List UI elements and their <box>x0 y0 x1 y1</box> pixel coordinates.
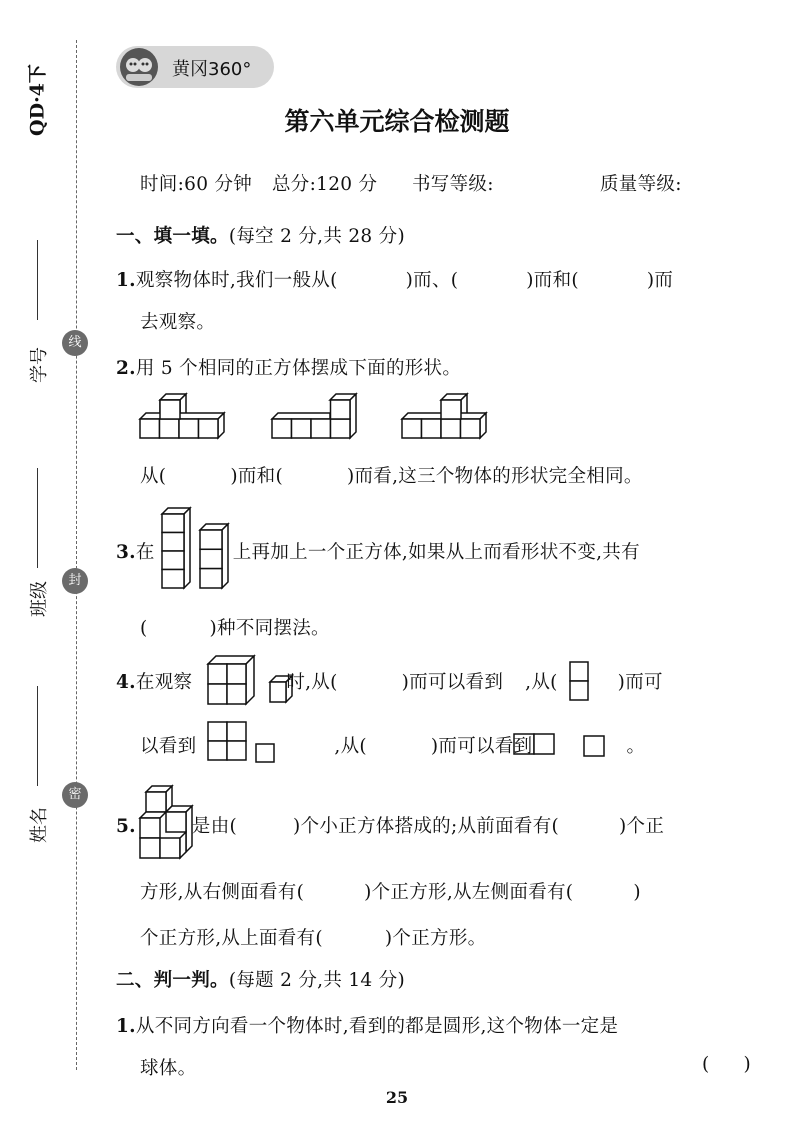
q4-text-b: 时,从( <box>286 672 338 693</box>
student-id-label: 学号 <box>29 347 50 383</box>
section2-heading <box>116 966 405 992</box>
s2-q1-answer-box <box>702 1054 751 1075</box>
info-quality: 质量等级: <box>600 174 682 195</box>
q2-figure-1 <box>138 394 228 444</box>
info-writing: 书写等级: <box>412 174 494 195</box>
q4-text-h: )而可以看到 <box>430 736 533 757</box>
section2-note: (每题 2 分,共 14 分) <box>228 970 405 991</box>
q5-text-f: ) <box>633 882 641 903</box>
s2-q1-line1 <box>116 1012 618 1038</box>
q5-text-a: 是由( <box>191 816 238 837</box>
q3-text-b: 上再加上一个正方体,如果从上而看形状不变,共有 <box>232 542 640 563</box>
q3-text-c: ( <box>140 618 148 639</box>
q2-figure-3 <box>400 394 490 444</box>
binding-dashed-line <box>76 40 77 1070</box>
seal-seal: 封 <box>62 568 88 594</box>
q5-text-h: )个正方形。 <box>384 928 487 949</box>
q4-text-i: 。 <box>626 736 646 757</box>
q2-number: 2. <box>116 358 136 379</box>
q2-text-c: )而和( <box>230 466 283 487</box>
q2-line1 <box>116 354 461 380</box>
q1-text-c: )而和( <box>526 270 579 291</box>
section1-title: 一、填一填。 <box>116 226 229 247</box>
q1-text-b: )而、( <box>405 270 459 291</box>
brand-logo-icon <box>120 48 158 86</box>
q2-text-d: )而看,这三个物体的形状完全相同。 <box>346 466 643 487</box>
seal-line: 线 <box>62 330 88 356</box>
class-underline <box>37 468 38 568</box>
q4-line1 <box>116 668 663 694</box>
q3-number: 3. <box>116 542 136 563</box>
page-title: 第六单元综合检测题 <box>284 107 510 136</box>
q2-text-a: 用 5 个相同的正方体摆成下面的形状。 <box>135 358 462 379</box>
name-label: 姓名 <box>29 807 50 843</box>
s2-q1-number: 1. <box>116 1016 136 1037</box>
q3-text-d: )种不同摆法。 <box>209 618 330 639</box>
q5-text-c: )个正 <box>619 816 665 837</box>
s2-q1-text-a: 从不同方向看一个物体时,看到的都是圆形,这个物体一定是 <box>135 1016 619 1037</box>
s2-q1-line2: 球体。 <box>140 1058 197 1079</box>
id-underline <box>37 240 38 320</box>
brand-badge <box>116 46 274 88</box>
s2-q1-paren-open: ( <box>702 1054 710 1075</box>
q4-text-a: 在观察 <box>135 672 193 693</box>
q5-line3 <box>140 924 486 950</box>
q1-line2: 去观察。 <box>140 312 216 333</box>
page-number: 25 <box>385 1088 409 1107</box>
q5-text-b: )个小正方体搭成的;从前面看有( <box>293 816 560 837</box>
book-code: QD·4下 <box>26 64 49 136</box>
q1-text-a: 观察物体时,我们一般从( <box>135 270 338 291</box>
q3-text-a: 在 <box>135 542 155 563</box>
brand-text: 黄冈360° <box>172 59 252 80</box>
q3-line1 <box>116 538 640 564</box>
info-total: 总分:120 分 <box>272 174 378 195</box>
info-time: 时间:60 分钟 <box>140 174 253 195</box>
q5-number: 5. <box>116 816 136 837</box>
q4-text-d: ,从( <box>525 672 558 693</box>
s2-q1-paren-close: ) <box>743 1054 752 1075</box>
q5-line2 <box>140 878 641 904</box>
name-underline <box>37 686 38 786</box>
q2-figure-2 <box>270 394 360 444</box>
q1-line1 <box>116 266 673 292</box>
section1-heading <box>116 222 405 248</box>
q5-text-d: 方形,从右侧面看有( <box>140 882 305 903</box>
q2-text-b: 从( <box>140 466 167 487</box>
q4-line2 <box>140 732 645 758</box>
q1-text-d: )而 <box>646 270 674 291</box>
q4-text-c: )而可以看到 <box>401 672 504 693</box>
q5-line1 <box>116 812 664 838</box>
q5-text-g: 个正方形,从上面看有( <box>140 928 323 949</box>
seal-secret: 密 <box>62 782 88 808</box>
q3-line2 <box>140 614 330 640</box>
q4-text-g: ,从( <box>334 736 367 757</box>
q4-number: 4. <box>116 672 136 693</box>
section1-note: (每空 2 分,共 28 分) <box>228 226 405 247</box>
class-label: 班级 <box>29 581 50 617</box>
q4-text-f: 以看到 <box>140 736 197 757</box>
section2-title: 二、判一判。 <box>116 970 229 991</box>
q4-text-e: )而可 <box>617 672 663 693</box>
q5-text-e: )个正方形,从左侧面看有( <box>364 882 574 903</box>
q1-number: 1. <box>116 270 136 291</box>
q2-line2 <box>140 462 643 488</box>
